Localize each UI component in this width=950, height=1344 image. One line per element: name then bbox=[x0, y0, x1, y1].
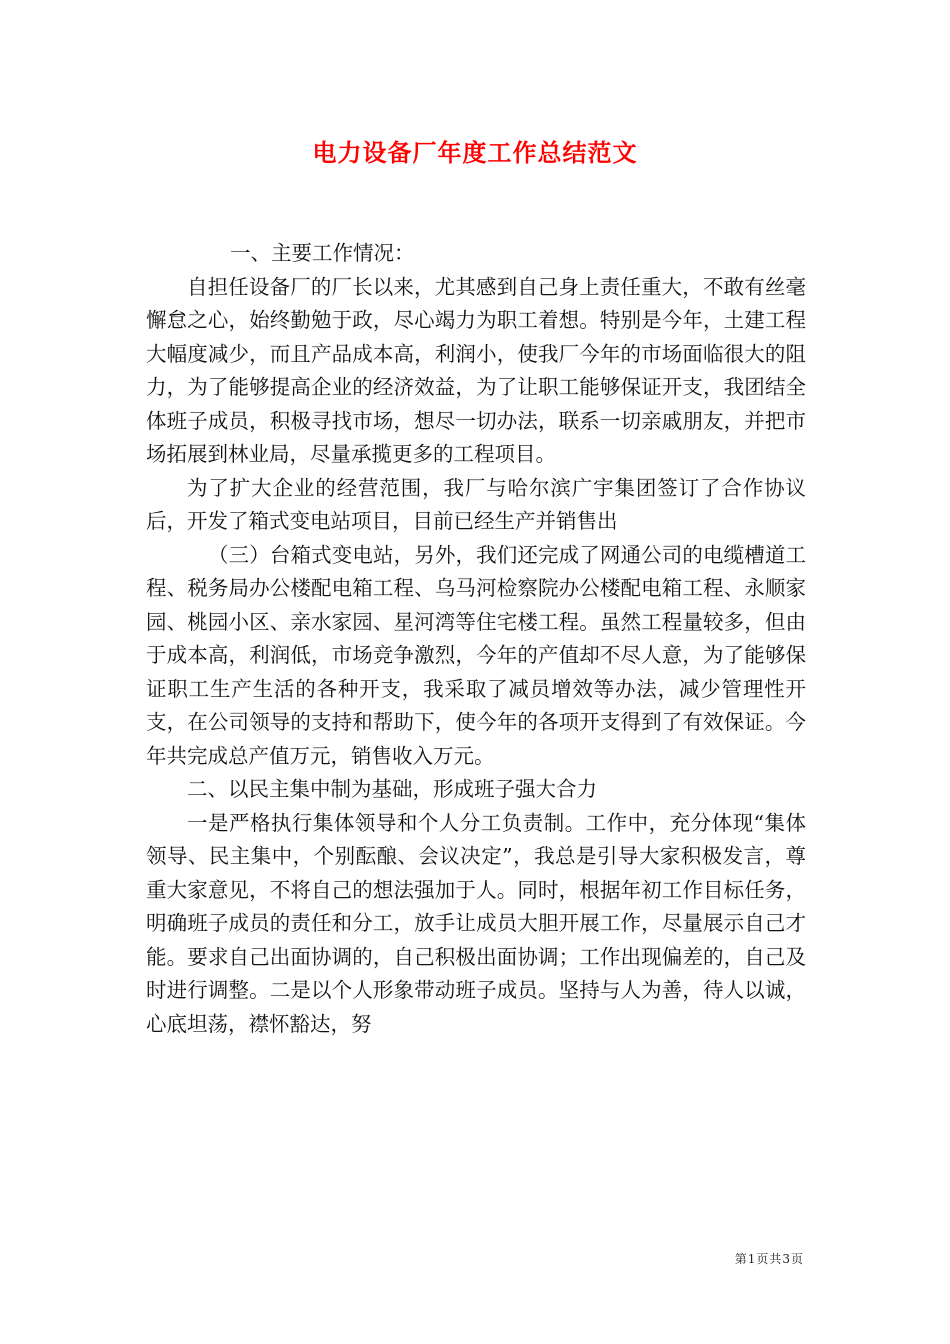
section-heading-main-work: 一、主要工作情况： bbox=[230, 241, 415, 265]
document-title: 电力设备厂年度工作总结范文 bbox=[312, 138, 638, 167]
section-heading-democratic-centralism: 二、以民主集中制为基础，形成班子强大合力 bbox=[187, 777, 597, 801]
page-number: 第1页共3页 bbox=[734, 1252, 804, 1266]
paragraph: 自担任设备厂的厂长以来，尤其感到自己身上责任重大，不敢有丝毫懈怠之心，始终勤勉于政，尽心竭力为职工着想。特别是今年，土建工程大幅度减少，而且产品成本高，利润小，使我厂今年的市场面临很大的阻力，为了能够提高企业的经济效益，为了让职工能够保证开支，我团结全体班子成员，积极寻找市场，想尽一切办法，联系一切亲戚朋友，并把市场拓展到林业局，尽量承揽更多的工程项目。 bbox=[146, 274, 806, 466]
document-body bbox=[146, 237, 806, 1041]
paragraph: 一是严格执行集体领导和个人分工负责制。工作中，充分体现“集体领导、民主集中，个别酝酿、会议决定”，我总是引导大家积极发言，尊重大家意见，不将自己的想法强加于人。同时，根据年初工作目标任务，明确班子成员的责任和分工，放手让成员大胆开展工作，尽量展示自己才能。要求自己出面协调的，自己积极出面协调；工作出现偏差的，自己及时进行调整。二是以个人形象带动班子成员。坚持与人为善，待人以诚，心底坦荡，襟怀豁达，努 bbox=[146, 810, 806, 1036]
paragraph: （三）台箱式变电站，另外，我们还完成了网通公司的电缆槽道工程、税务局办公楼配电箱工程、乌马河检察院办公楼配电箱工程、永顺家园、桃园小区、亲水家园、星河湾等住宅楼工程。虽然工程量较多，但由于成本高，利润低，市场竞争激烈，今年的产值却不尽人意，为了能够保证职工生产生活的各种开支，我采取了减员增效等办法，减少管理性开支，在公司领导的支持和帮助下，使今年的各项开支得到了有效保证。今年共完成总产值万元，销售收入万元。 bbox=[146, 542, 806, 768]
paragraph: 为了扩大企业的经营范围，我厂与哈尔滨广宇集团签订了合作协议后，开发了箱式变电站项目，目前已经生产并销售出 bbox=[146, 475, 806, 533]
